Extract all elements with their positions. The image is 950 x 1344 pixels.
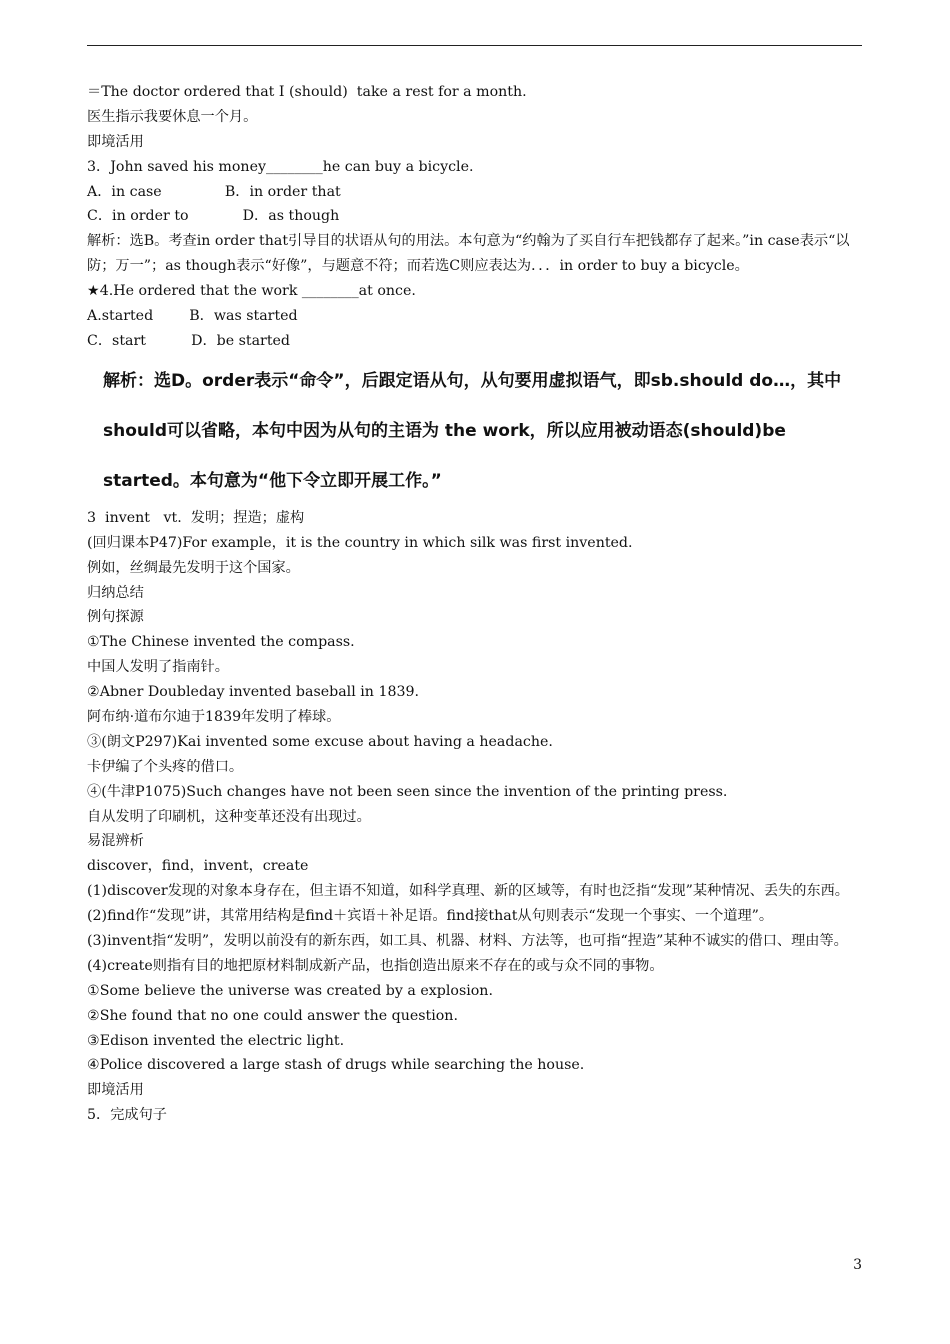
options-ab: A.started B．was started — [87, 308, 298, 325]
comparison-para-4: (4)create则指有目的地把原材料制成新产品，也指创造出原来不存在的或与众不同的事物。 — [87, 957, 664, 974]
example-line: ④Police discovered a large stash of drugs while searching the house. — [87, 1057, 585, 1074]
text-line: (回归课本P47)For example，it is the country in which silk was first invented. — [87, 534, 633, 551]
example-line: ④(牛津P1075)Such changes have not been seen since the invention of the printing press. — [87, 783, 728, 800]
text-line: 医生指示我要休息一个月。 — [87, 108, 258, 125]
options-cd: C．in order to D．as though — [87, 208, 340, 225]
analysis-4-image-text: 解析：选D。order表示“命令”，后跟定语从句，从句要用虚拟语气，即sb.should do…，其中should可以省略，本句中因为从句的主语为 the work，所以应用被动语态(should)be started。本句意为“他下令立即开展工作。” — [103, 370, 842, 491]
document-body — [87, 80, 872, 1128]
text-line: 5．完成句子 — [87, 1107, 167, 1124]
comparison-para-1: (1)discover发现的对象本身存在，但主语不知道，如科学真理、新的区域等，有时也泛指“发现”某种情况、丢失的东西。 — [87, 883, 849, 900]
example-line: ③Edison invented the electric light. — [87, 1032, 345, 1049]
example-line: ②Abner Doubleday invented baseball in 1839. — [87, 684, 420, 701]
vocab-heading: 3 invent vt. 发明；捏造；虚构 — [87, 509, 305, 526]
question-4: ★4.He ordered that the work ________at once. — [87, 283, 416, 300]
example-line: 自从发明了印刷机，这种变革还没有出现过。 — [87, 808, 371, 825]
section-heading: 即境活用 — [87, 1082, 144, 1099]
comparison-para-2: (2)find作“发现”讲，其常用结构是find＋宾语＋补足语。find接that从句则表示“发现一个事实、一个道理”。 — [87, 908, 774, 925]
section-heading: 归纳总结 — [87, 584, 144, 601]
options-ab: A．in case B．in order that — [87, 183, 341, 200]
text-line: 例如，丝绸最先发明于这个国家。 — [87, 559, 300, 576]
example-line: 中国人发明了指南针。 — [87, 659, 229, 676]
example-line: ①The Chinese invented the compass. — [87, 634, 355, 651]
example-line: 阿布纳·道布尔迪于1839年发明了棒球。 — [87, 708, 341, 725]
comparison-para-3: (3)invent指“发明”，发明以前没有的新东西，如工具、机器、材料、方法等，也可指“捏造”某种不诚实的借口、理由等。 — [87, 933, 848, 949]
page-number: 3 — [853, 1257, 862, 1273]
text-line: ＝The doctor ordered that I (should) take a rest for a month. — [87, 84, 527, 100]
section-heading: 例句探源 — [87, 609, 144, 626]
section-heading: 易混辨析 — [87, 833, 144, 850]
example-line: ③(朗文P297)Kai invented some excuse about having a headache. — [87, 733, 553, 750]
example-line: ①Some believe the universe was created by a explosion. — [87, 982, 493, 999]
header-rule — [87, 45, 862, 46]
options-cd: C．start D．be started — [87, 332, 291, 349]
analysis-3: 解析：选B。考查in order that引导目的状语从句的用法。本句意为“约翰为了买自行车把钱都存了起来。”in case表示“以防；万一”；as though表示“好像”，与题意不符；而若选C则应表达为．．．in order to buy a bicycle。 — [87, 233, 850, 275]
example-line: 卡伊编了个头疼的借口。 — [87, 758, 244, 775]
question-3: 3．John saved his money________he can buy a bicycle. — [87, 158, 474, 175]
section-heading: 即境活用 — [87, 133, 144, 150]
text-line: discover，find，invent，create — [87, 858, 309, 875]
example-line: ②She found that no one could answer the question. — [87, 1007, 458, 1024]
